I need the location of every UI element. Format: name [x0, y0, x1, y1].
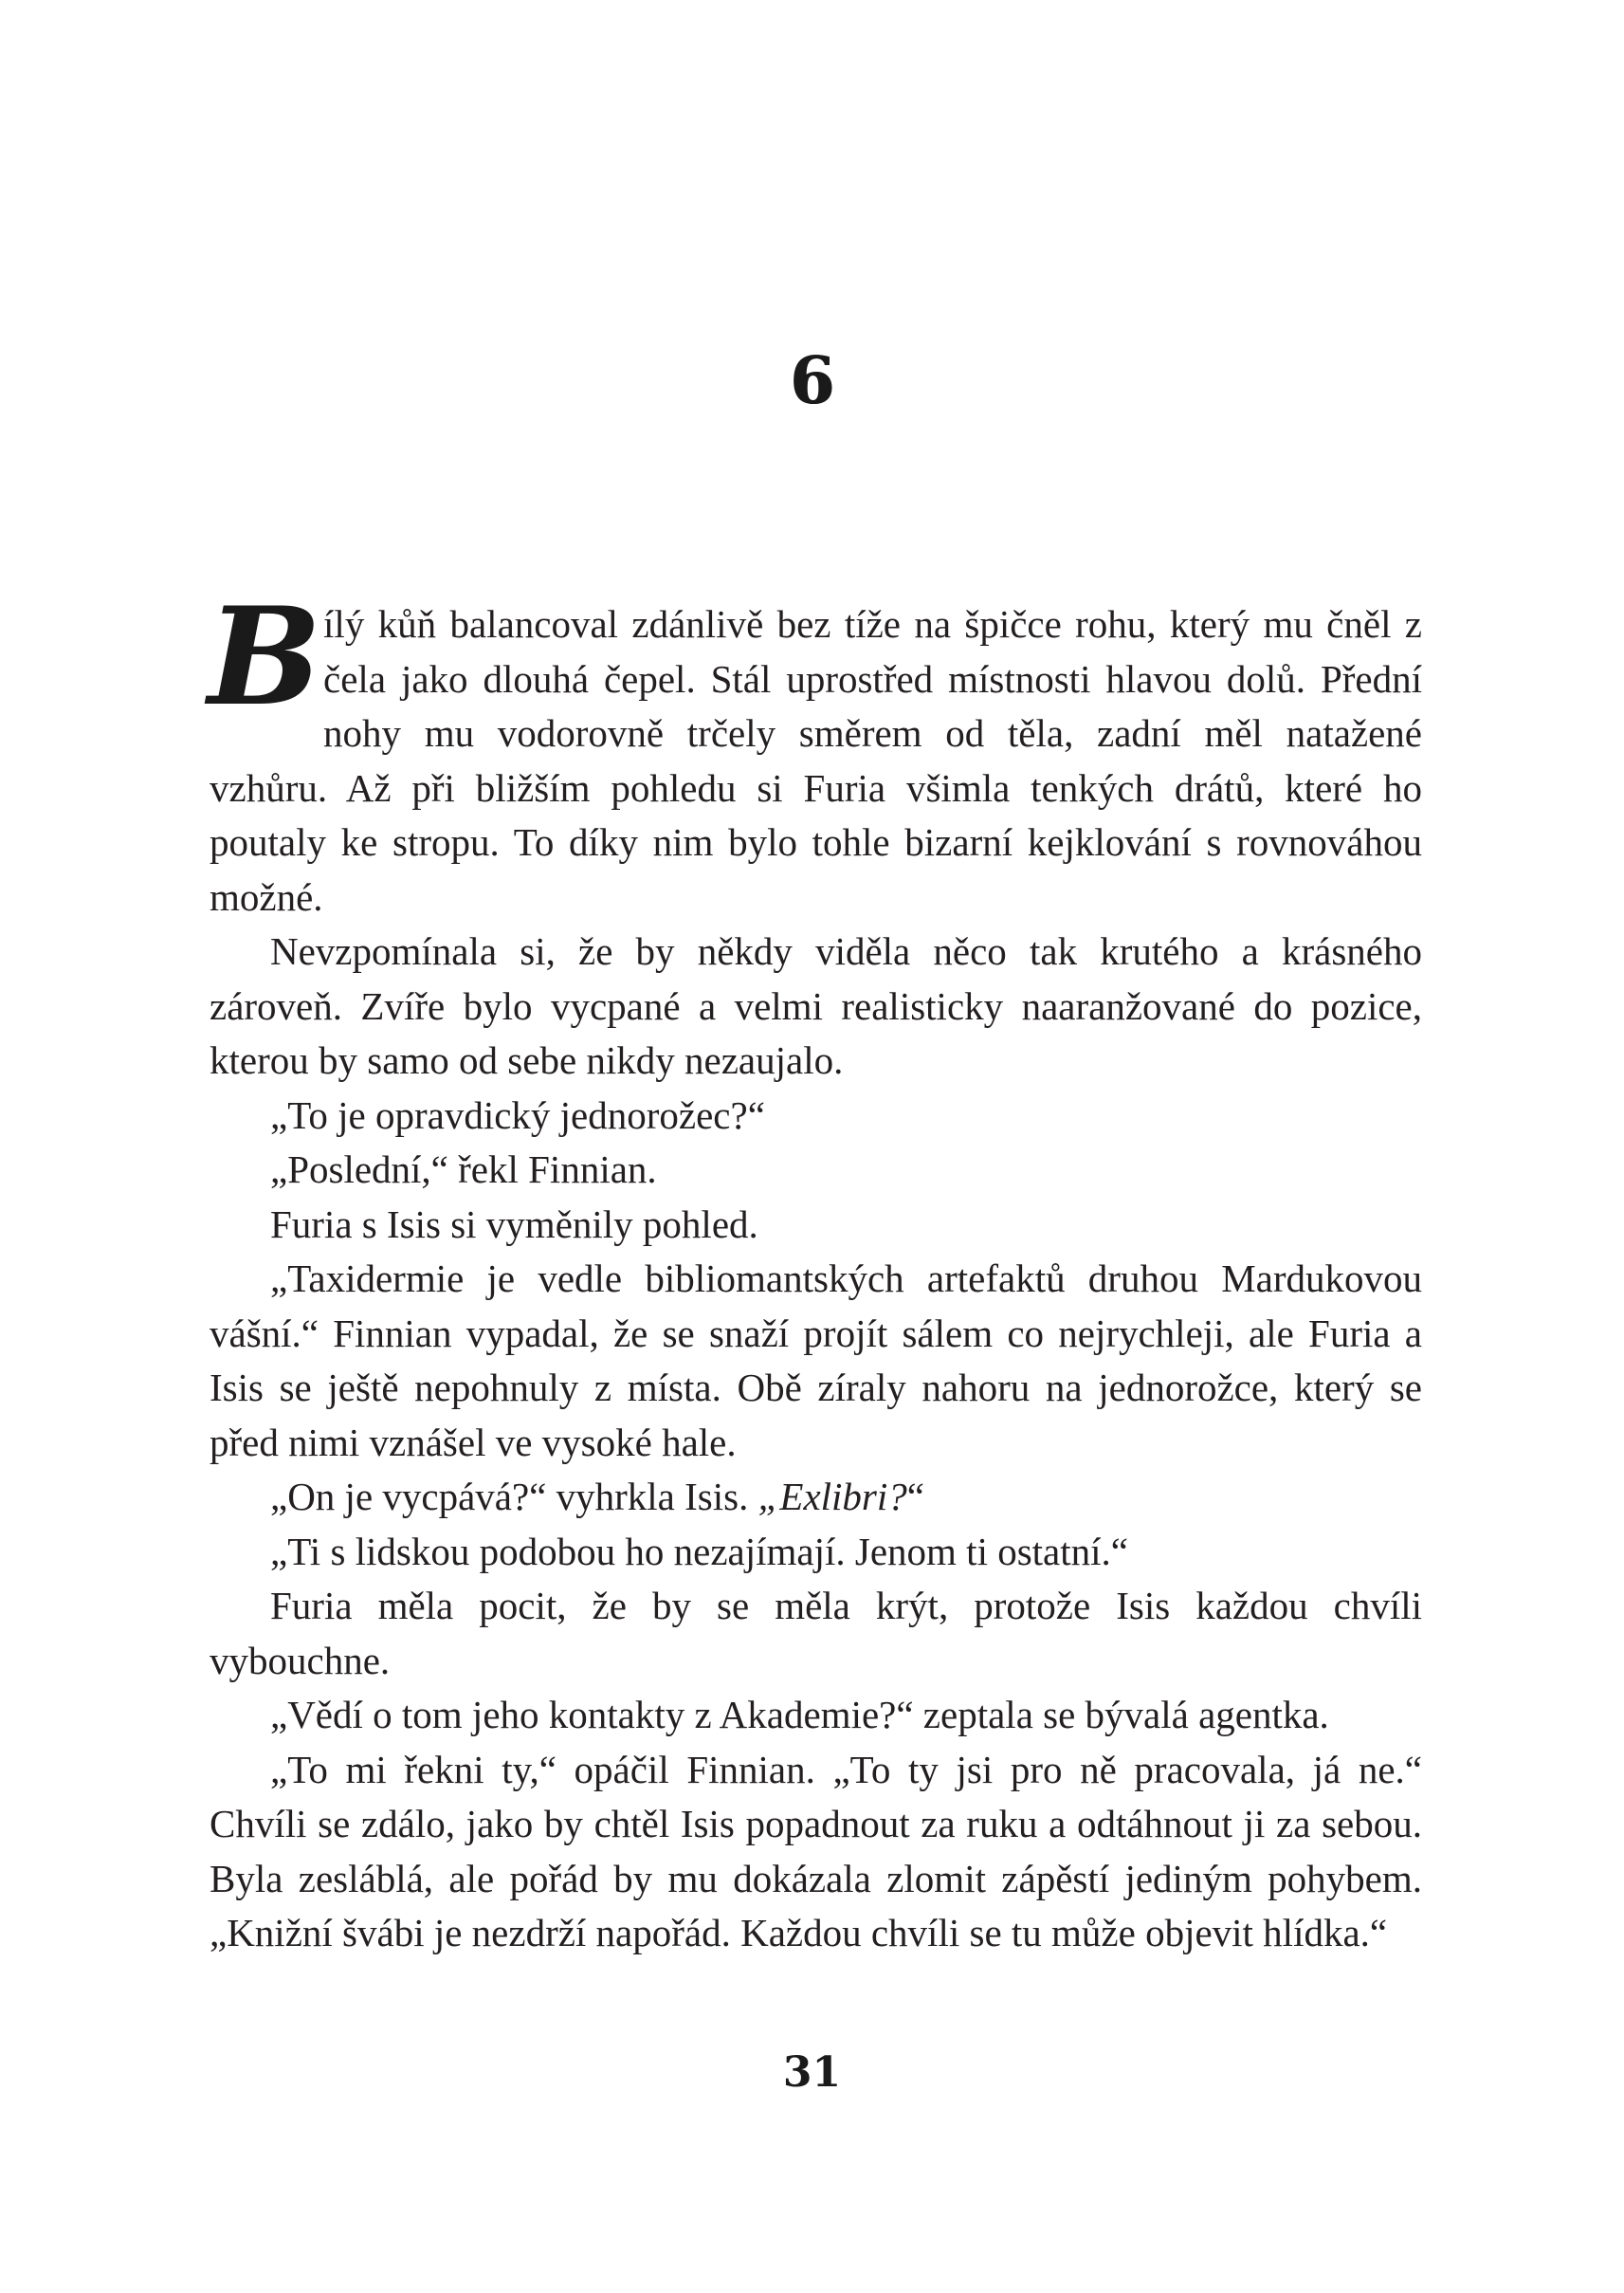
paragraph-7-end: “	[906, 1475, 924, 1518]
paragraph-5: Furia s Isis si vyměnily pohled.	[270, 1202, 758, 1246]
paragraph-7	[210, 1470, 1422, 1525]
paragraph-3: „To je opravdický jednorožec?“	[270, 1092, 765, 1137]
page-number: 31	[782, 2048, 842, 2097]
paragraph-7-start: „On je vycpává?“ vyhrkla Isis.	[270, 1475, 758, 1518]
paragraph-8: „Ti s lidskou podobou ho nezajímají. Jenom ti ostatní.“	[270, 1529, 1128, 1573]
paragraph-2: Nevzpomínala si, že by někdy viděla něco tak krutého a krásného zároveň. Zvíře bylo vycpané a velmi realisticky naaranžované do pozice, kterou by samo od sebe nikdy nezaujalo.	[210, 929, 1422, 1082]
paragraph-9: Furia měla pocit, že by se měla krýt, protože Isis každou chvíli vybouchne.	[210, 1584, 1422, 1682]
body-text	[208, 578, 1422, 1961]
paragraph-4: „Poslední,“ řekl Finnian.	[270, 1147, 657, 1191]
paragraph-10: „Vědí o tom jeho kontakty z Akademie?“ zeptala se bývalá agentka.	[270, 1693, 1329, 1736]
paragraph-1-text: ílý kůň balancoval zdánlivě bez tíže na špičce rohu, který mu čněl z čela jako dlouhá čepel. Stál uprostřed místnosti hlavou dolů. Přední nohy mu vodorovně trčely směrem od těla, zadní měl natažené vzhůru. Až při bližším pohledu si Furia všimla tenkých drátů, které ho poutaly ke stropu. To díky nim bylo tohle bizarní kejklování s rovnováhou možné.	[210, 602, 1422, 919]
paragraph-6: „Taxidermie je vedle bibliomantských artefaktů druhou Mardukovou vášní.“ Finnian vypadal, že se snaží projít sálem co nejrychleji, ale Furia a Isis se ještě nepohnuly z místa. Obě zíraly nahoru na jednorožce, který se před nimi vznášel ve vysoké hale.	[210, 1257, 1422, 1464]
drop-cap: B	[208, 578, 319, 736]
paragraph-11: „To mi řekni ty,“ opáčil Finnian. „To ty jsi pro ně pracovala, já ne.“ Chvíli se zdálo, jako by chtěl Isis popadnout za ruku a odtáhnout ji za sebou. Byla zesláblá, ale pořád by mu dokázala zlomit zápěstí jediným pohybem. „Knižní švábi je nezdrží napořád. Každou chvíli se tu může objevit hlídka.“	[210, 1747, 1422, 1954]
chapter-number: 6	[789, 343, 835, 419]
paragraph-7-emphasis: „Exlibri?	[757, 1475, 907, 1518]
paragraph-1	[208, 578, 1422, 925]
